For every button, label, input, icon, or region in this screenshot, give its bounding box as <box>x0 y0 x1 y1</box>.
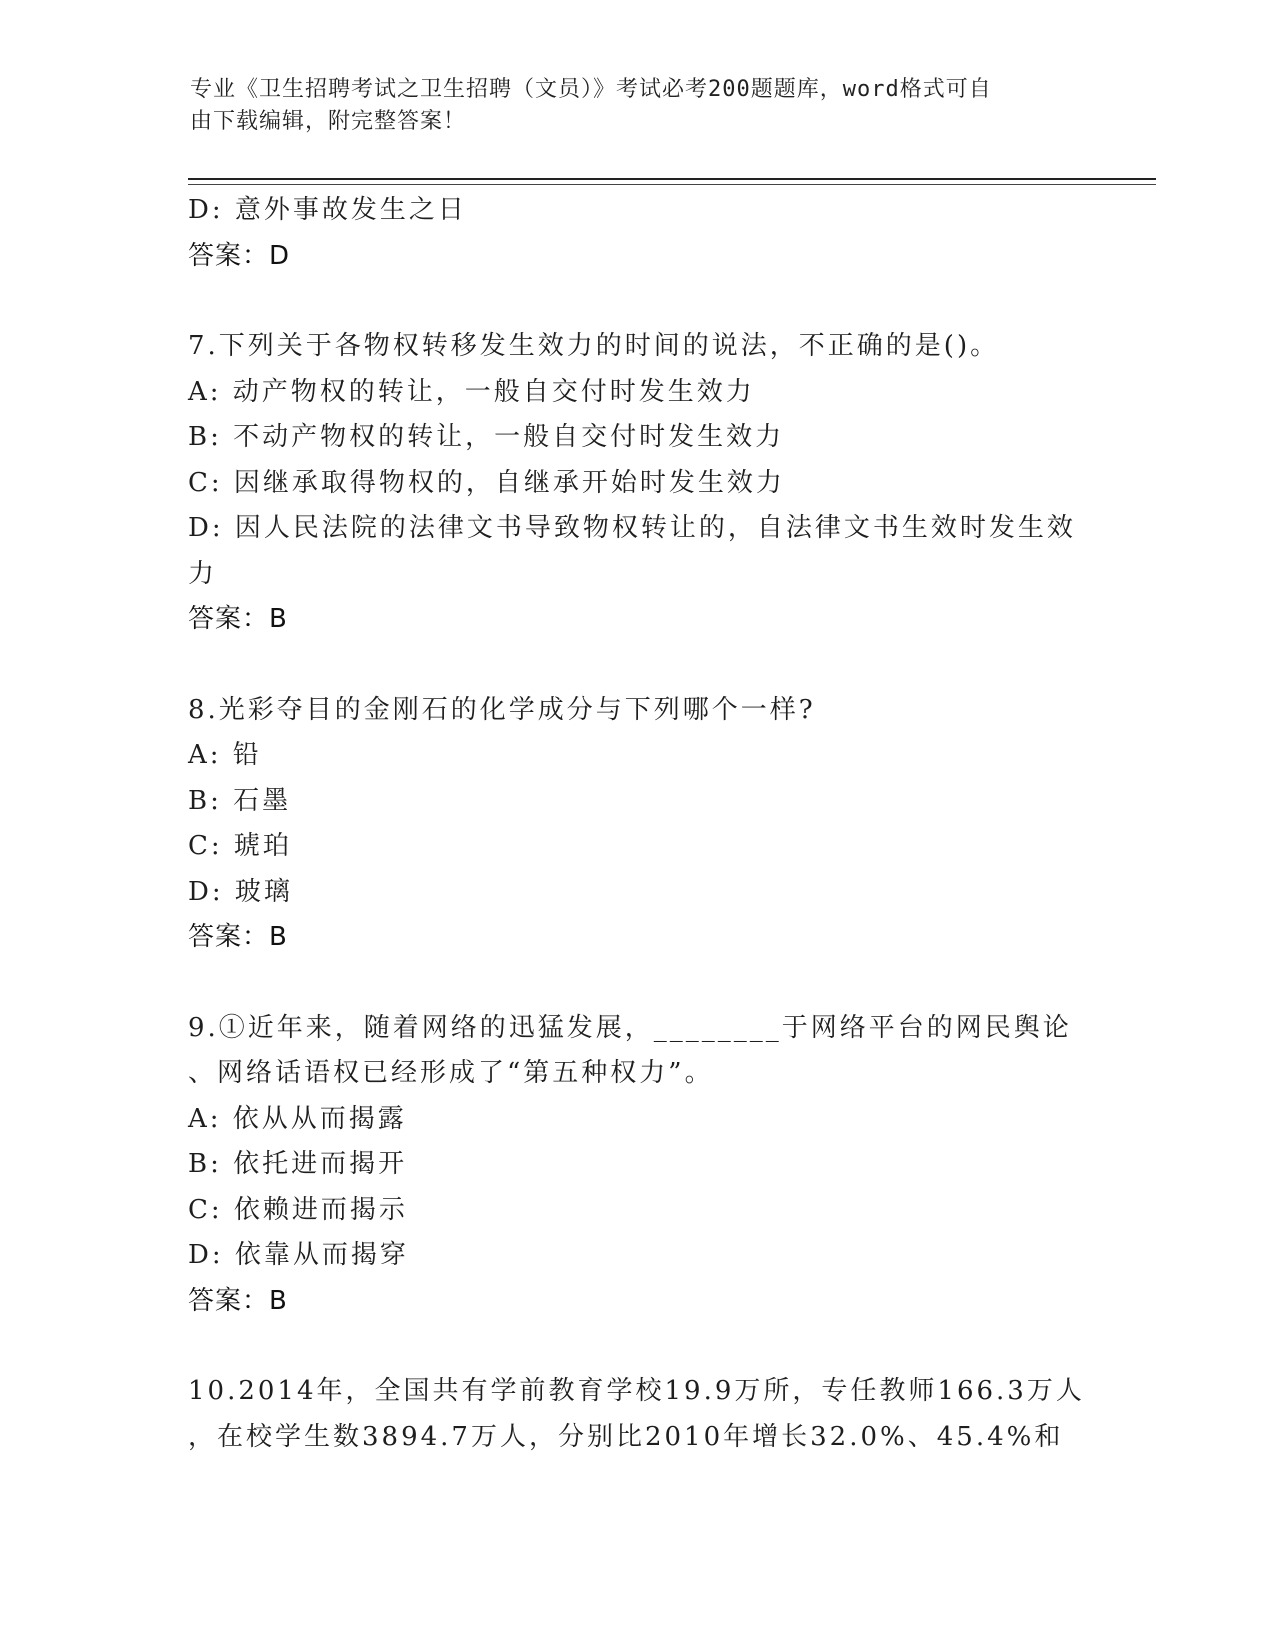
option-d: D: 因人民法院的法律文书导致物权转让的，自法律文书生效时发生效 <box>188 513 1076 543</box>
question-7 <box>188 324 1088 643</box>
document-header <box>190 74 1070 138</box>
option-b: B: 石墨 <box>188 785 292 816</box>
question-8 <box>188 688 1088 961</box>
question-9 <box>188 1006 1088 1325</box>
option-d: D: 意外事故发生之日 <box>188 195 467 225</box>
question-stem: 10.2014年，全国共有学前教育学校19.9万所，专任教师166.3万人 <box>188 1376 1085 1406</box>
question-6-tail <box>188 188 1088 279</box>
option-b: B: 不动产物权的转让，一般自交付时发生效力 <box>188 422 785 452</box>
option-c: C: 琥珀 <box>188 831 292 861</box>
question-stem-continued: ，在校学生数3894.7万人，分别比2010年增长32.0%、45.4%和 <box>188 1421 1064 1452</box>
spacer <box>188 1324 1088 1369</box>
option-d: D: 依靠从而揭穿 <box>188 1240 409 1270</box>
question-stem: 8.光彩夺目的金刚石的化学成分与下列哪个一样? <box>188 694 816 725</box>
option-d-continued: 力 <box>188 558 218 589</box>
question-stem: 7.下列关于各物权转移发生效力的时间的说法，不正确的是()。 <box>188 331 1000 361</box>
question-10 <box>188 1369 1088 1460</box>
option-d: D: 玻璃 <box>188 876 293 907</box>
option-a: A: 铅 <box>188 740 262 770</box>
option-a: A: 依从从而揭露 <box>188 1103 407 1134</box>
answer-line: 答案：B <box>188 604 288 634</box>
spacer <box>188 643 1088 688</box>
option-c: C: 依赖进而揭示 <box>188 1194 408 1225</box>
header-divider-thin <box>188 184 1156 185</box>
spacer <box>188 961 1088 1006</box>
answer-line: 答案：B <box>188 1285 288 1316</box>
header-line-1: 专业《卫生招聘考试之卫生招聘（文员）》考试必考200题题库，word格式可自 <box>190 77 992 102</box>
question-list <box>188 188 1088 1460</box>
question-stem-continued: 、网络话语权已经形成了“第五种权力”。 <box>188 1058 714 1088</box>
option-c: C: 因继承取得物权的，自继承开始时发生效力 <box>188 467 785 498</box>
option-b: B: 依托进而揭开 <box>188 1149 408 1179</box>
spacer <box>188 279 1088 324</box>
question-stem: 9.①近年来，随着网络的迅猛发展，________于网络平台的网民舆论 <box>188 1012 1072 1043</box>
option-a: A: 动产物权的转让，一般自交付时发生效力 <box>188 376 755 407</box>
header-line-2: 由下载编辑，附完整答案！ <box>190 109 467 134</box>
header-divider-thick <box>188 178 1156 180</box>
answer-line: 答案：B <box>188 922 288 952</box>
answer-line: 答案：D <box>188 240 291 271</box>
